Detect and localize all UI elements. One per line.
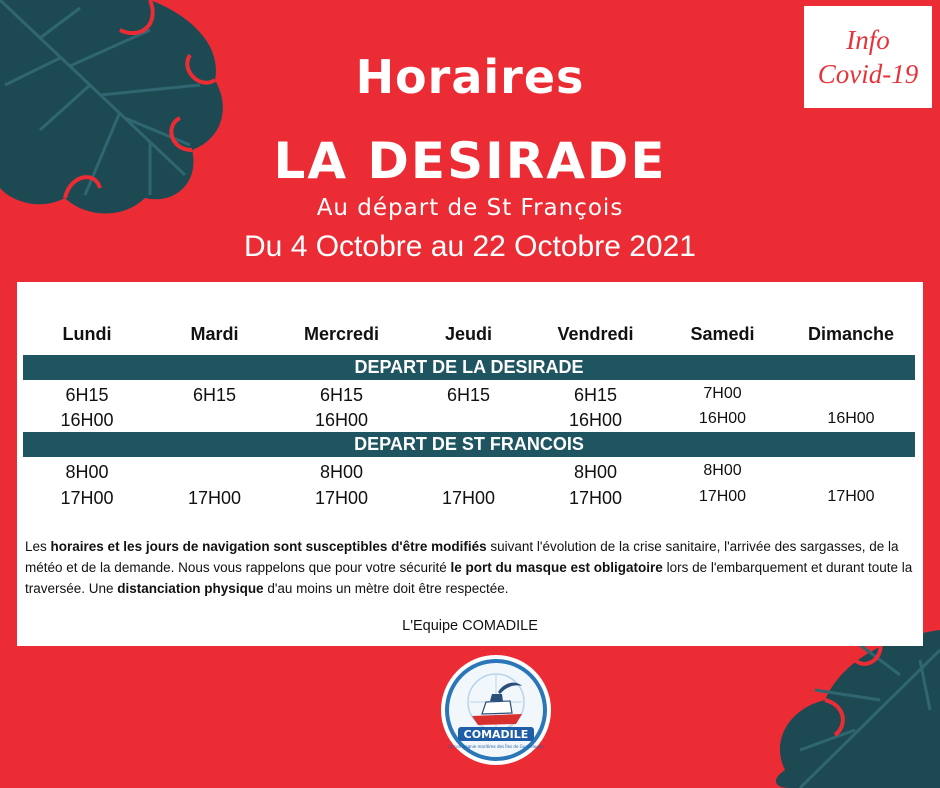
day-header: Jeudi	[444, 324, 492, 344]
departure-time: 8H00	[319, 462, 364, 482]
notice-text: lors de l'embarquement et durant toute la traversée. Une	[25, 560, 913, 596]
departure-time	[786, 462, 916, 483]
title-horaires: Horaires	[355, 50, 585, 104]
schedule-row	[23, 488, 917, 509]
departure-time: 6H15	[446, 385, 491, 405]
departure-time: 16H00	[314, 410, 369, 430]
signature: L'Equipe COMADILE	[402, 618, 538, 634]
notice-paragraph	[25, 536, 917, 599]
departure-time: 17H00	[568, 488, 623, 508]
departure-time	[151, 462, 278, 483]
departure-time	[405, 462, 532, 483]
departure-time: 17H00	[187, 488, 242, 508]
day-header: Mercredi	[303, 324, 380, 344]
covid-badge-line2: Covid-19	[817, 59, 919, 89]
section-header-depart-desirade: DEPART DE LA DESIRADE	[23, 355, 915, 380]
departure-time: 17H00	[314, 488, 369, 508]
day-header: Mardi	[190, 324, 239, 344]
comadile-logo	[440, 654, 552, 766]
departure-time: 6H15	[65, 385, 109, 405]
notice-text: suivant l'évolution de la crise sanitaire, l'arrivée des sargasses, de la météo et de la demande. Nous vous rappelons que pour votre sécurité	[25, 539, 899, 575]
departure-time: 16H00	[60, 410, 114, 430]
schedule-row	[23, 410, 917, 431]
departure-time: 16H00	[827, 410, 875, 427]
svg-text:La compagnie maritime des Îles: La compagnie maritime des Îles de Guadeloupe	[448, 744, 544, 749]
day-header: Vendredi	[557, 324, 634, 344]
schedule-row	[23, 385, 917, 406]
departure-time: 16H00	[698, 410, 747, 427]
notice-emphasis: le port du masque est obligatoire	[450, 560, 663, 575]
departure-time	[786, 385, 916, 406]
departure-time: 7H00	[703, 385, 742, 402]
notice-emphasis: horaires et les jours de navigation sont susceptibles d'être modifiés	[50, 539, 487, 554]
departure-time: 8H00	[65, 462, 109, 482]
subtitle-departure: Au départ de St François	[316, 195, 624, 221]
covid-badge-line1: Info	[846, 25, 890, 55]
departure-time	[151, 410, 278, 431]
departure-time: 17H00	[698, 488, 747, 505]
schedule-row	[23, 462, 917, 483]
departure-time: 8H00	[573, 462, 618, 482]
departure-time: 16H00	[568, 410, 623, 430]
schedule-panel	[17, 282, 923, 646]
departure-time: 17H00	[827, 488, 875, 505]
departure-time: 17H00	[441, 488, 496, 508]
departure-time: 6H15	[319, 385, 364, 405]
notice-text: d'au moins un mètre doit être respectée.	[263, 581, 509, 596]
leaf-bottom-right-decoration	[730, 630, 940, 788]
departure-time	[405, 410, 532, 431]
departure-time: 17H00	[60, 488, 114, 508]
notice-text: Les	[25, 539, 51, 554]
departure-time: 8H00	[703, 462, 742, 479]
day-header: Dimanche	[807, 324, 895, 344]
covid-info-badge	[804, 6, 932, 108]
leaf-top-left-decoration	[0, 0, 230, 225]
departure-time: 6H15	[192, 385, 237, 405]
section-header-depart-st-francois: DEPART DE ST FRANCOIS	[23, 432, 915, 457]
svg-text:COMADILE: COMADILE	[463, 728, 529, 741]
departure-time: 6H15	[573, 385, 618, 405]
title-la-desirade: LA DESIRADE	[273, 132, 667, 190]
day-header: Lundi	[62, 324, 112, 344]
notice-emphasis: distanciation physique	[117, 581, 264, 596]
day-header: Samedi	[690, 324, 755, 344]
date-range: Du 4 Octobre au 22 Octobre 2021	[244, 230, 696, 263]
day-header-row	[23, 324, 917, 345]
